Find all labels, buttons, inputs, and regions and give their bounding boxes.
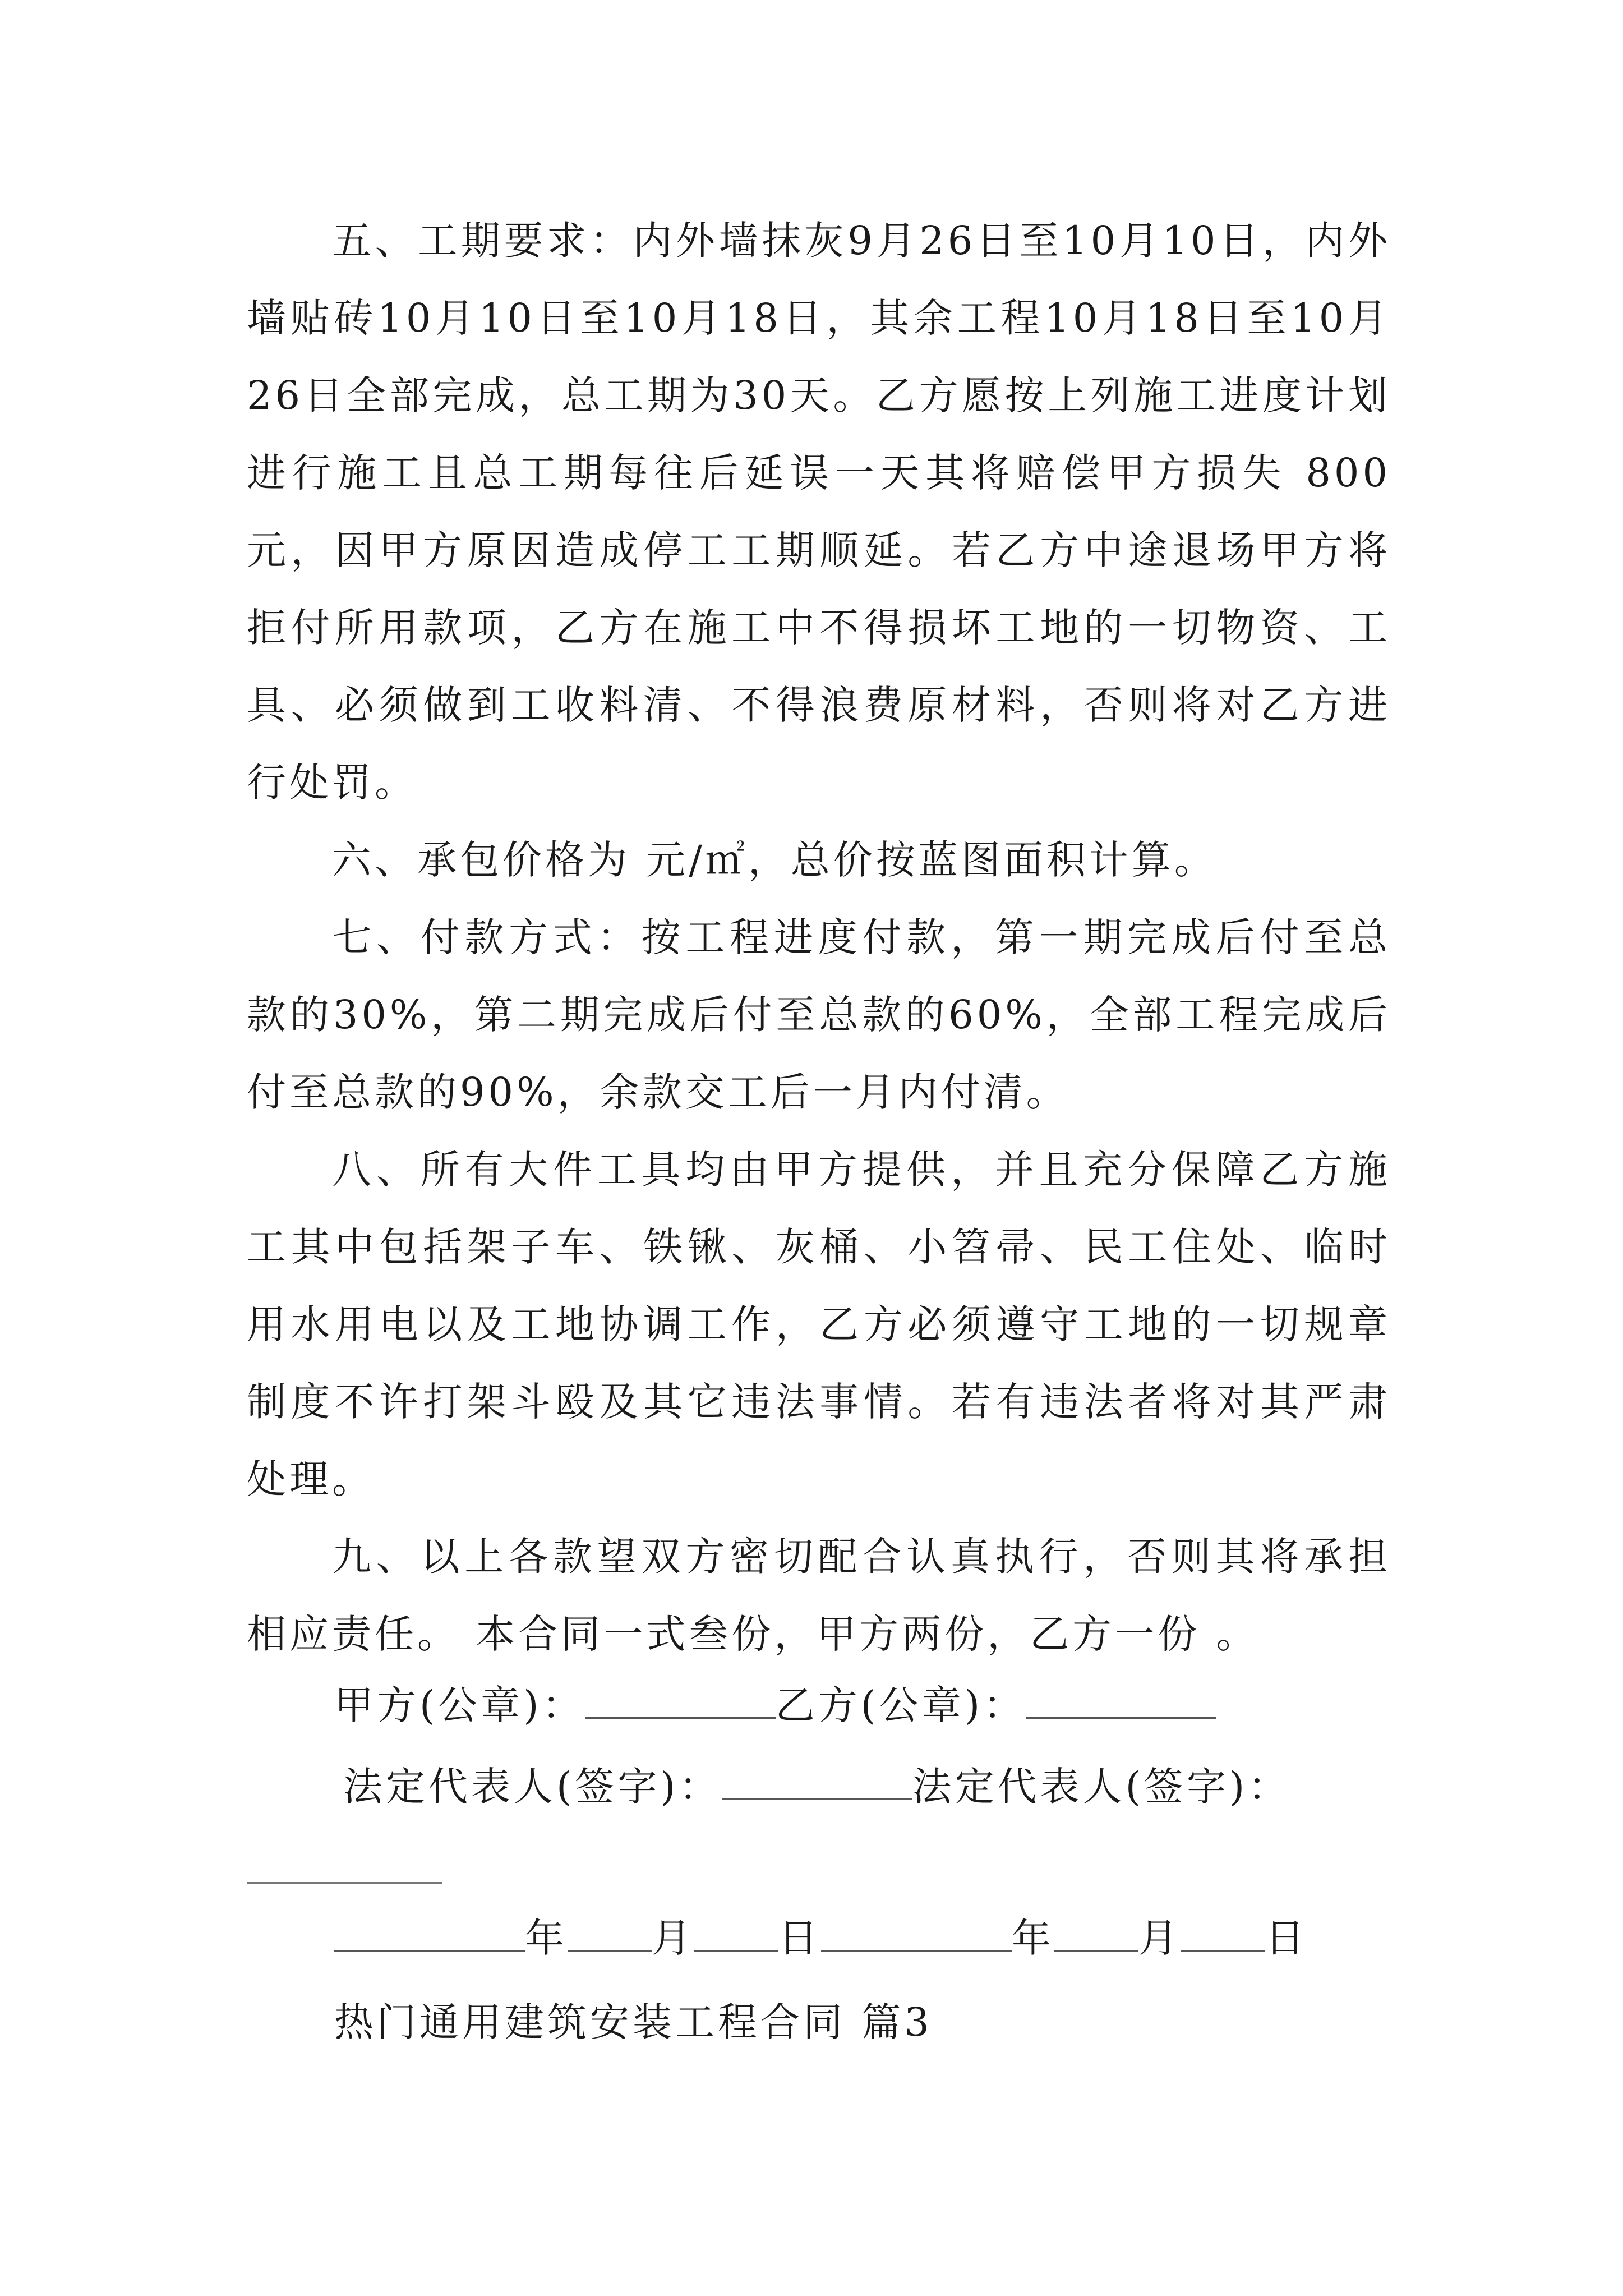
party-b-seal-label: 乙方(公章)： xyxy=(775,1682,1026,1728)
clause-9-execution: 九、以上各款望双方密切配合认真执行，否则其将承担相应责任。 本合同一式叁份，甲方两份，乙方一份 。 xyxy=(247,1534,1391,1657)
seal-line xyxy=(334,1680,1216,1731)
date-a-month: 月 xyxy=(652,1915,694,1961)
legal-rep-a-blank xyxy=(722,1765,912,1800)
party-a-seal-blank xyxy=(585,1683,776,1719)
legal-rep-a-label: 法定代表人(签字)： xyxy=(343,1764,722,1810)
date-b-day: 日 xyxy=(1265,1915,1308,1961)
contract-body xyxy=(247,202,1391,1673)
clause-8-tools: 八、所有大件工具均由甲方提供，并且充分保障乙方施工其中包括架子车、铁锹、灰桶、小笤帚、民工住处、临时用水用电以及工地协调工作，乙方必须遵守工地的一切规章制度不许打架斗殴及其它违法事情。若有违法者将对其严肃处理。 xyxy=(247,1147,1391,1502)
date-a-month-blank xyxy=(568,1916,652,1952)
legal-rep-b-blank xyxy=(247,1882,442,1884)
party-b-seal-blank xyxy=(1026,1683,1216,1719)
date-a-day-blank xyxy=(694,1916,778,1952)
date-b-month-blank xyxy=(1054,1916,1138,1952)
date-b-year-blank xyxy=(821,1916,1012,1952)
legal-rep-line xyxy=(343,1761,1290,1812)
date-b-month: 月 xyxy=(1138,1915,1181,1961)
next-section-title: 热门通用建筑安装工程合同 篇3 xyxy=(334,1999,933,2045)
date-a-year: 年 xyxy=(525,1915,568,1961)
legal-rep-b-label: 法定代表人(签字)： xyxy=(912,1764,1291,1810)
clause-5-schedule: 五、工期要求：内外墙抹灰9月26日至10月10日，内外墙贴砖10月10日至10月18日，其余工程10月18日至10月26日全部完成，总工期为30天。乙方愿按上列施工进度计划进行施工且总工期每往后延误一天其将赔偿甲方损失 800元，因甲方原因造成停工工期顺延。若乙方中途退场甲方将拒付所用款项，乙方在施工中不得损坏工地的一切物资、工具、必须做到工收料清、不得浪费原材料，否则将对乙方进行处罚。 xyxy=(247,218,1391,806)
date-b-year: 年 xyxy=(1012,1915,1054,1961)
date-b-day-blank xyxy=(1181,1916,1265,1952)
date-line xyxy=(334,1913,1308,1963)
date-a-day: 日 xyxy=(778,1915,821,1961)
clause-6-price: 六、承包价格为 元/㎡，总价按蓝图面积计算。 xyxy=(332,837,1217,883)
party-a-seal-label: 甲方(公章)： xyxy=(334,1682,585,1728)
clause-7-payment: 七、付款方式：按工程进度付款，第一期完成后付至总款的30%，第二期完成后付至总款的60%，全部工程完成后付至总款的90%，余款交工后一月内付清。 xyxy=(247,914,1391,1115)
date-a-year-blank xyxy=(334,1916,525,1952)
